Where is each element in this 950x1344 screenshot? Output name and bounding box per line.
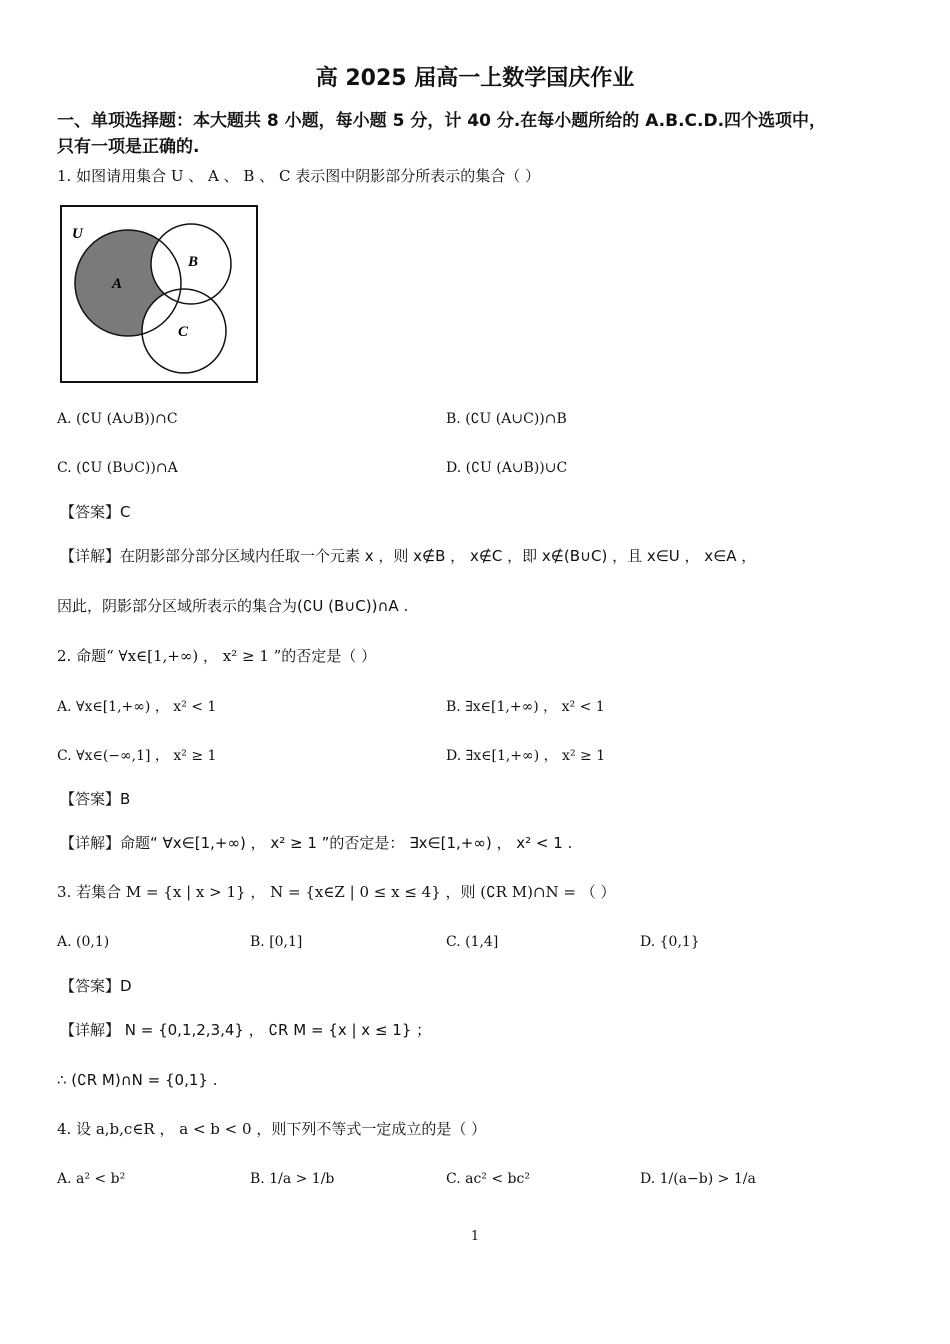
- q2-answer: 【答案】B: [60, 790, 131, 808]
- q3-answer: 【答案】D: [60, 977, 132, 995]
- q3-option-b: B. [0,1]: [250, 934, 303, 950]
- q4-option-a: A. a² < b²: [57, 1171, 126, 1187]
- q1-option-c: C. (∁U (B∪C))∩A: [57, 460, 178, 476]
- q3-option-c: C. (1,4]: [446, 934, 499, 950]
- q2-detail: 【详解】命题“ ∀x∈[1,+∞) ， x² ≥ 1 ”的否定是： ∃x∈[1,+∞) ， x² < 1 .: [60, 834, 573, 852]
- section-heading-line2: 只有一项是正确的.: [57, 137, 200, 157]
- venn-label-c: C: [178, 324, 189, 340]
- q1-option-b: B. (∁U (A∪C))∩B: [446, 411, 567, 427]
- question-3-stem: 3. 若集合 M = {x | x > 1} ， N = {x∈Z | 0 ≤ x ≤ 4} ，则 (∁R M)∩N = （ ）: [57, 883, 616, 901]
- q2-option-d: D. ∃x∈[1,+∞) ， x² ≥ 1: [446, 748, 606, 764]
- q4-option-b: B. 1/a > 1/b: [250, 1171, 335, 1187]
- venn-label-b: B: [188, 254, 199, 270]
- q1-detail-line2: 因此，阴影部分区域所表示的集合为(∁U (B∪C))∩A .: [57, 597, 409, 615]
- q3-option-a: A. (0,1): [57, 934, 110, 950]
- q1-detail-line1: 【详解】在阴影部分部分区域内任取一个元素 x ，则 x∉B ， x∉C ，即 x∉(B∪C) ，且 x∈U ， x∈A ，: [60, 547, 757, 565]
- q3-detail-line1: 【详解】 N = {0,1,2,3,4} ， ∁R M = {x | x ≤ 1} ；: [60, 1021, 432, 1039]
- q4-option-d: D. 1/(a−b) > 1/a: [640, 1171, 756, 1187]
- q3-detail-line2: ∴ (∁R M)∩N = {0,1} .: [57, 1071, 218, 1089]
- question-2-stem: 2. 命题“ ∀x∈[1,+∞) ， x² ≥ 1 ”的否定是（ ）: [57, 647, 377, 665]
- section-heading-line1: 一、单项选择题：本大题共 8 小题，每小题 5 分，计 40 分.在每小题所给的 A.B.C.D.四个选项中，: [57, 111, 827, 131]
- question-4-stem: 4. 设 a,b,c∈R ， a < b < 0 ，则下列不等式一定成立的是（ ）: [57, 1120, 487, 1138]
- page-title: 高 2025 届高一上数学国庆作业: [315, 66, 635, 91]
- venn-label-a: A: [112, 276, 123, 292]
- q1-option-d: D. (∁U (A∪B))∪C: [446, 460, 568, 476]
- page-number: 1: [470, 1229, 480, 1244]
- question-1-stem: 1. 如图请用集合 U 、 A 、 B 、 C 表示图中阴影部分所表示的集合（ ）: [57, 167, 540, 185]
- q1-option-a: A. (∁U (A∪B))∩C: [57, 411, 178, 427]
- q2-option-a: A. ∀x∈[1,+∞) ， x² < 1: [57, 699, 217, 715]
- q2-option-b: B. ∃x∈[1,+∞) ， x² < 1: [446, 699, 605, 715]
- venn-label-u: U: [72, 226, 83, 242]
- q2-option-c: C. ∀x∈(−∞,1] ， x² ≥ 1: [57, 748, 217, 764]
- venn-diagram: [60, 205, 260, 385]
- q4-option-c: C. ac² < bc²: [446, 1171, 530, 1187]
- q3-option-d: D. {0,1}: [640, 934, 700, 950]
- q1-answer: 【答案】C: [60, 503, 131, 521]
